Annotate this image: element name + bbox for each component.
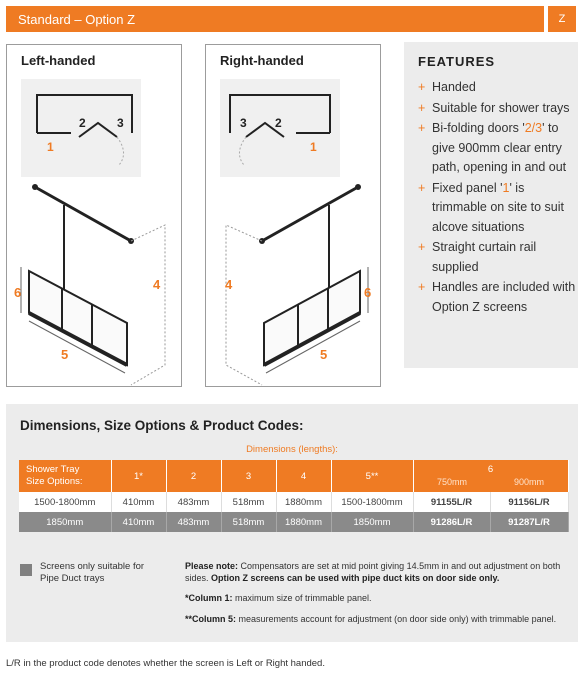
left-plan-label-3: 3	[117, 116, 124, 130]
dimensions-title: Dimensions, Size Options & Product Codes:	[20, 418, 304, 433]
footer-note: L/R in the product code denotes whether the screen is Left or Right handed.	[6, 658, 325, 669]
left-dim-label-5: 5	[61, 347, 69, 362]
right-dim-label-6: 6	[364, 285, 372, 300]
header-bar	[6, 6, 544, 32]
legend-text: Screens only suitable for Pipe Duct trays	[40, 561, 145, 584]
dimensions-table	[19, 460, 569, 532]
right-handed-diagram	[206, 45, 382, 388]
table-row: 1500-1800mm 410mm 483mm 518mm 1880mm 1500-1800mm 91155L/R 91156L/R	[19, 492, 568, 512]
left-dim-label-4: 4	[153, 277, 161, 292]
feature-item: + Handles are included with Option Z screens	[418, 280, 576, 314]
features-title: FEATURES	[418, 54, 496, 69]
plus-icon: +	[418, 121, 426, 135]
option-tab: Z	[548, 6, 576, 32]
feature-item: + Straight curtain rail supplied	[418, 240, 537, 274]
right-dim-label-5: 5	[320, 347, 328, 362]
col-header-1: 1*	[111, 460, 166, 492]
left-handed-panel	[6, 44, 182, 387]
col-header-tray: Shower Tray Size Options:	[19, 460, 111, 492]
product-code: 91287L/R	[490, 512, 568, 532]
column-5-note: **Column 5: measurements account for adjustment (on door side only) with trimmable panel.	[185, 613, 557, 624]
right-plan-label-2: 2	[275, 116, 282, 130]
dimensions-section	[6, 404, 578, 642]
column-1-note: *Column 1: maximum size of trimmable panel.	[185, 593, 372, 603]
product-code: 91155L/R	[413, 492, 490, 512]
left-plan-label-1: 1	[47, 140, 54, 154]
legend-swatch	[20, 564, 32, 576]
col-header-4: 4	[276, 460, 331, 492]
features-list	[418, 78, 576, 318]
col-header-2: 2	[166, 460, 221, 492]
right-handed-title: Right-handed	[220, 53, 304, 68]
plus-icon: +	[418, 280, 426, 294]
product-code: 91156L/R	[490, 492, 568, 512]
right-curtain-rail	[262, 187, 358, 241]
feature-item: + Fixed panel '1' is trimmable on site to suit alcove situations	[418, 180, 564, 234]
plus-icon: +	[418, 100, 426, 115]
dimensions-subtitle: Dimensions (lengths):	[246, 444, 338, 455]
product-code: 91286L/R	[413, 512, 490, 532]
table-header-row	[19, 460, 568, 492]
left-handed-diagram	[7, 45, 183, 388]
col-header-6: 6 750mm 900mm	[413, 460, 568, 492]
plus-icon: +	[418, 240, 426, 254]
plus-icon: +	[418, 180, 426, 195]
feature-item: + Handed	[418, 78, 576, 98]
right-screen	[264, 271, 360, 365]
right-handed-panel	[205, 44, 381, 387]
left-plan-label-2: 2	[79, 116, 86, 130]
please-note: Please note: Compensators are set at mid point giving 14.5mm in and out adjustment on both sides. Option Z screens can be used with pipe duct kits on door side only.	[185, 561, 561, 583]
feature-item: + Bi-folding doors '2/3' to give 900mm clear entry path, opening in and out	[418, 121, 567, 174]
right-wall-outline	[226, 225, 262, 385]
feature-item: + Suitable for shower trays	[418, 99, 576, 119]
col-header-6-750: 750mm	[436, 477, 467, 487]
right-dim-label-4: 4	[225, 277, 233, 292]
right-plan-label-3: 3	[240, 116, 247, 130]
col-header-5: 5**	[331, 460, 413, 492]
left-wall-outline	[131, 225, 165, 385]
notes-block	[185, 561, 565, 634]
right-plan-label-1: 1	[310, 140, 317, 154]
col-header-3: 3	[221, 460, 276, 492]
page-title: Standard – Option Z	[18, 12, 136, 27]
left-handed-title: Left-handed	[21, 53, 96, 68]
features-box	[404, 42, 578, 368]
table-row: 1850mm 410mm 483mm 518mm 1880mm 1850mm 91286L/R 91287L/R	[19, 512, 568, 532]
col-header-6-900: 900mm	[513, 477, 544, 487]
left-curtain-rail	[35, 187, 131, 241]
left-dim-label-6: 6	[14, 285, 22, 300]
plus-icon: +	[418, 80, 426, 94]
left-screen	[29, 271, 127, 365]
